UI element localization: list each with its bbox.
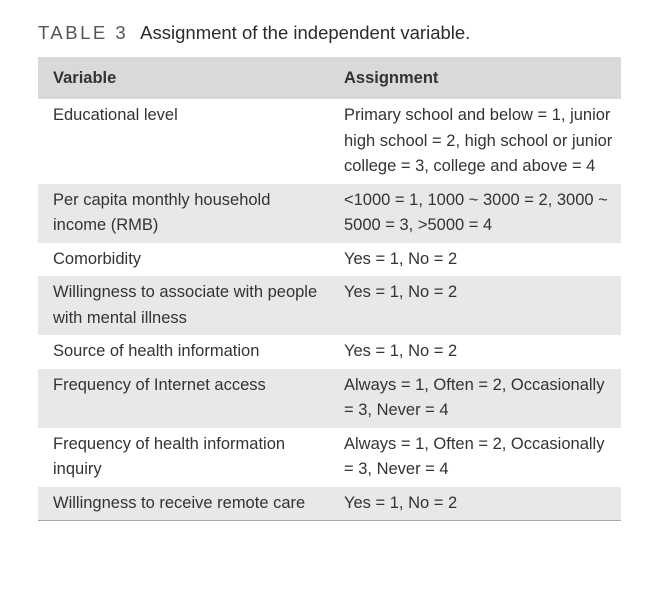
header-row: [38, 57, 621, 99]
variable-cell: Source of health information: [53, 342, 260, 360]
variable-cell: Frequency of Internet access: [38, 369, 329, 428]
assignment-cell: Yes = 1, No = 2: [329, 276, 621, 335]
table-row: [38, 369, 621, 428]
table-row: [38, 335, 621, 369]
assignment-cell: Yes = 1, No = 2: [329, 487, 621, 521]
table-caption: [38, 20, 470, 46]
variable-cell: Willingness to receive remote care: [38, 487, 329, 521]
variable-cell: Comorbidity: [53, 249, 142, 268]
assignment-cell: Always = 1, Often = 2, Occasionally = 3, Never = 4: [329, 369, 621, 428]
table-row: [38, 276, 621, 335]
assignment-cell: Primary school and below = 1, junior high school = 2, high school or junior college = 3, college and above = 4: [344, 106, 613, 175]
assignment-cell: Yes = 1, No = 2: [344, 342, 458, 360]
header-assignment: Assignment: [329, 57, 621, 99]
assignment-cell: Always = 1, Often = 2, Occasionally = 3, Never = 4: [344, 434, 605, 478]
table-row: [38, 184, 621, 243]
variable-cell: Per capita monthly household income (RMB): [38, 184, 329, 243]
table-title: Assignment of the independent variable.: [140, 22, 471, 43]
table-number: TABLE 3: [38, 22, 129, 43]
assignment-cell: <1000 = 1, 1000 ~ 3000 = 2, 3000 ~ 5000 = 3, >5000 = 4: [329, 184, 621, 243]
assignment-cell: Yes = 1, No = 2: [344, 249, 458, 268]
table-row: [38, 487, 621, 521]
table-row: [38, 428, 621, 487]
table-row: [38, 243, 621, 277]
header-variable: Variable: [38, 57, 329, 99]
variable-cell: Educational level: [53, 106, 178, 124]
assignment-table: [38, 57, 621, 521]
variable-cell: Frequency of health information inquiry: [53, 434, 286, 478]
table-row: [38, 99, 621, 184]
variable-cell: Willingness to associate with people with mental illness: [38, 276, 329, 335]
